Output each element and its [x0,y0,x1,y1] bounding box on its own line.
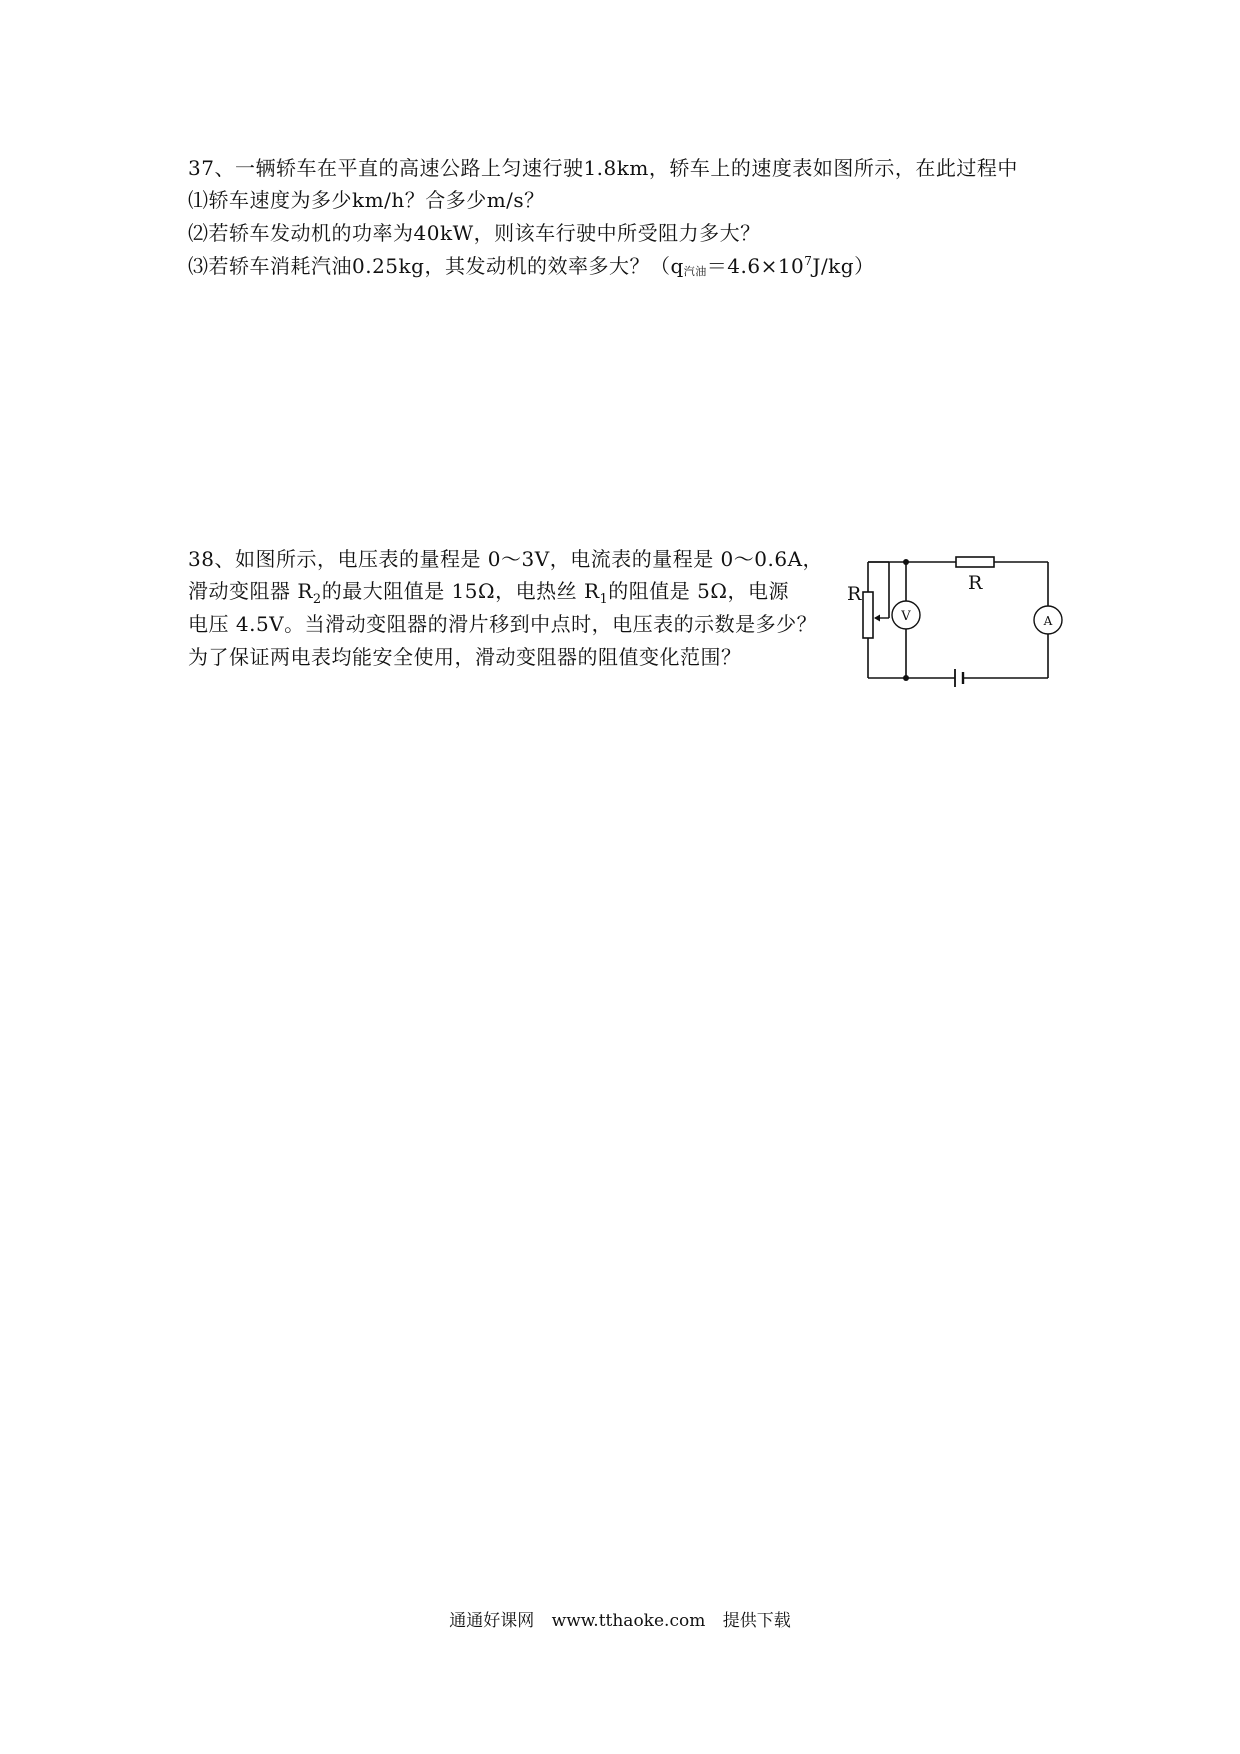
junction-bottom [903,675,909,681]
footer-url: www.tthaoke.com [551,1611,706,1631]
junction-top [903,559,909,565]
q38-line3: 电压 4.5V。当滑动变阻器的滑片移到中点时，电压表的示数是多少？ [188,612,818,636]
ammeter-label: A [1043,614,1053,628]
q38-line2 [188,577,789,609]
rheostat [863,592,873,638]
slider-arrow-head [874,615,880,622]
footer-site-name: 通通好课网 [449,1611,535,1631]
page-footer [0,1609,1240,1633]
q37-stem: 37、一辆轿车在平直的高速公路上匀速行驶1.8km，轿车上的速度表如图所示，在此过程中 [188,156,1018,180]
q38-r2-subscript: 2 [312,592,322,607]
q37-exponent: 7 [804,254,813,268]
q37-part2: ⑵若轿车发动机的功率为40kW，则该车行驶中所受阻力多大？ [188,221,761,245]
q37-part3-value: ＝4.6×10 [706,254,805,278]
q38-line4: 为了保证两电表均能安全使用，滑动变阻器的阻值变化范围？ [188,645,742,669]
rheostat-label: R [847,583,862,605]
q38-line2-mid: 的最大阻值是 15Ω，电热丝 R [321,579,600,603]
q37-part3-text: ⑶若轿车消耗汽油0.25kg，其发动机的效率多大？（q [188,254,684,278]
circuit-diagram [838,548,1068,693]
q37-part3-unit: J/kg） [812,254,875,278]
fixed-resistor-label: R [968,572,983,594]
footer-suffix: 提供下载 [722,1611,791,1631]
q37-part1: ⑴轿车速度为多少km/h？合多少m/s？ [188,188,545,212]
voltmeter-label: V [901,609,911,624]
q37-fuel-subscript: 汽油 [683,265,707,278]
fixed-resistor [956,557,994,567]
q38-r1-subscript: 1 [599,592,609,607]
q38-line1: 38、如图所示，电压表的量程是 0～3V，电流表的量程是 0～0.6A， [188,547,824,571]
q38-line2-text: 滑动变阻器 R [188,579,313,603]
q38-line2-end: 的阻值是 5Ω，电源 [608,579,789,603]
q37-part3 [188,252,875,284]
